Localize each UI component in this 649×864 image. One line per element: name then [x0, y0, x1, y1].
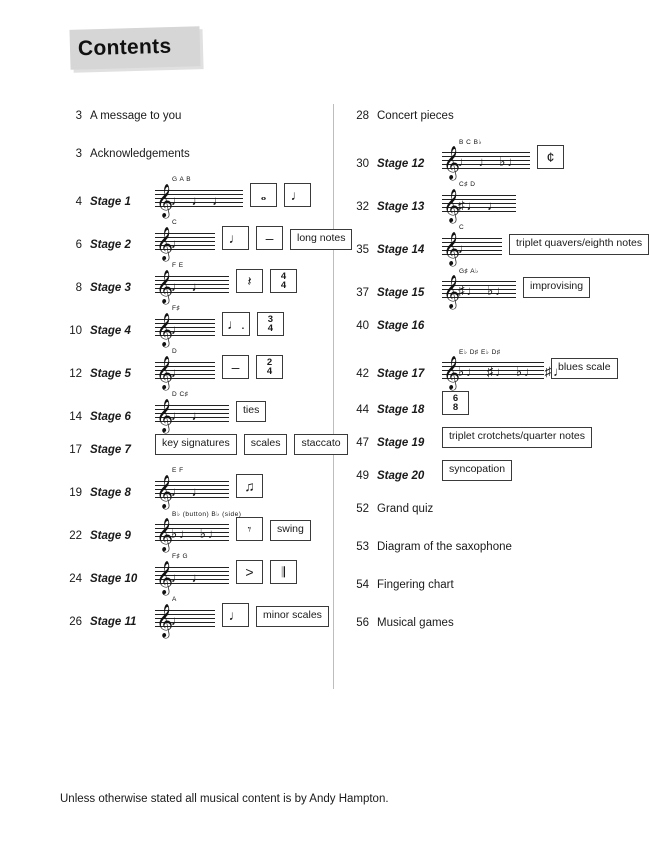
- contents-column-right: [345, 100, 643, 645]
- note-names-label: G♯ A♭: [459, 268, 479, 275]
- contents-entry[interactable]: [345, 348, 635, 389]
- entry-page-number: 40: [356, 320, 369, 332]
- music-stave-snippet: [442, 224, 502, 265]
- entry-label[interactable]: Stage 20: [377, 470, 425, 482]
- entry-label[interactable]: Stage 7: [90, 444, 131, 456]
- note-names-label: G A B: [172, 176, 192, 183]
- music-symbol-box: 3 4: [257, 312, 284, 336]
- entry-page-number: 6: [75, 239, 82, 251]
- page-title: Contents: [77, 34, 172, 61]
- contents-entry[interactable]: [58, 510, 348, 551]
- topic-tag: improvising: [523, 277, 590, 298]
- topic-tag: syncopation: [442, 460, 512, 481]
- stave-notes: ♩ ♩: [171, 408, 207, 423]
- music-stave-snippet: [155, 510, 242, 551]
- entry-page-number: 22: [69, 530, 82, 542]
- stave-notes: ♩ ♩: [171, 570, 207, 585]
- entry-body: [90, 467, 263, 508]
- entry-body: [90, 391, 266, 432]
- treble-clef-icon: 𝄞: [156, 314, 174, 346]
- entry-label[interactable]: Musical games: [377, 617, 454, 629]
- stave-notes: ♩: [171, 322, 186, 337]
- stave-notes: ♩: [171, 613, 186, 628]
- entry-body: [90, 553, 297, 594]
- topic-tag: swing: [270, 520, 311, 541]
- entry-body: [377, 224, 649, 265]
- note-names-label: D C♯: [172, 391, 189, 398]
- entry-label[interactable]: Stage 5: [90, 368, 131, 380]
- entry-label[interactable]: Stage 3: [90, 282, 131, 294]
- stave-notes: ♯♩ ♭♩: [458, 283, 511, 298]
- music-symbol-box: ♩: [222, 603, 249, 627]
- music-stave-snippet: [155, 176, 243, 217]
- treble-clef-icon: 𝄞: [443, 233, 461, 265]
- contents-column-left: [58, 100, 348, 639]
- treble-clef-icon: 𝄞: [156, 271, 174, 303]
- entry-page-number: 42: [356, 368, 369, 380]
- entry-label[interactable]: Stage 1: [90, 196, 131, 208]
- entry-label[interactable]: Acknowledgements: [90, 148, 190, 160]
- entry-label[interactable]: Stage 12: [377, 158, 425, 170]
- treble-clef-icon: 𝄞: [156, 519, 174, 551]
- music-stave-snippet: [155, 391, 229, 432]
- note-names-label: E♭ D♯ E♭ D♯: [459, 349, 501, 356]
- entry-label[interactable]: Stage 8: [90, 487, 131, 499]
- topic-tag: triplet crotchets/quarter notes: [442, 427, 592, 448]
- entry-page-number: 44: [356, 404, 369, 416]
- music-symbol-box: ¢: [537, 145, 564, 169]
- note-names-label: E F: [172, 467, 184, 474]
- entry-page-number: 26: [69, 616, 82, 628]
- entry-label[interactable]: A message to you: [90, 110, 182, 122]
- topic-tag: scales: [244, 434, 288, 455]
- entry-body: [377, 110, 454, 122]
- stave-notes: ♩ ♩: [171, 279, 207, 294]
- entry-page-number: 14: [69, 411, 82, 423]
- music-symbol-box: 2 4: [256, 355, 283, 379]
- entry-label[interactable]: Diagram of the saxophone: [377, 541, 512, 553]
- contents-entry[interactable]: [58, 138, 348, 160]
- entry-page-number: 4: [75, 196, 82, 208]
- entry-page-number: 30: [356, 158, 369, 170]
- contents-entry[interactable]: [58, 391, 348, 432]
- entry-page-number: 3: [75, 110, 82, 122]
- entry-page-number: 19: [69, 487, 82, 499]
- music-symbol-box: 𝄂: [270, 560, 297, 584]
- stave-notes: ♩: [171, 365, 186, 380]
- topic-tag: key signatures: [155, 434, 237, 455]
- topic-tag: triplet quavers/eighth notes: [509, 234, 649, 255]
- entry-body: [90, 510, 311, 551]
- entry-label[interactable]: Stage 18: [377, 404, 425, 416]
- contents-entry[interactable]: [58, 348, 348, 389]
- music-symbol-box: 𝅝: [250, 183, 277, 207]
- entry-body: [377, 617, 454, 629]
- contents-entry[interactable]: [345, 267, 635, 308]
- contents-entry[interactable]: [58, 467, 348, 508]
- note-names-label: C♯ D: [459, 181, 476, 188]
- treble-clef-icon: 𝄞: [443, 357, 461, 389]
- treble-clef-icon: 𝄞: [156, 228, 174, 260]
- contents-entry[interactable]: [345, 569, 635, 591]
- contents-entry[interactable]: [58, 219, 348, 260]
- topic-tag: staccato: [294, 434, 347, 455]
- treble-clef-icon: 𝄞: [156, 400, 174, 432]
- music-symbol-box: –: [222, 355, 249, 379]
- contents-entry[interactable]: [345, 391, 635, 416]
- entry-body: [377, 267, 590, 308]
- topic-tag: minor scales: [256, 606, 329, 627]
- entry-body: [90, 434, 348, 456]
- stave-notes: ♭♩ ♭♩: [171, 526, 223, 541]
- note-names-label: A: [172, 596, 177, 603]
- entry-page-number: 12: [69, 368, 82, 380]
- entry-body: [377, 348, 618, 389]
- contents-entry[interactable]: [345, 310, 635, 332]
- music-stave-snippet: [155, 467, 229, 508]
- contents-entry[interactable]: [345, 493, 635, 515]
- music-stave-snippet: [155, 219, 215, 260]
- entry-label[interactable]: Fingering chart: [377, 579, 454, 591]
- entry-body: [377, 320, 435, 332]
- music-symbol-box: ♩: [222, 226, 249, 250]
- entry-label[interactable]: Stage 16: [377, 320, 425, 332]
- note-names-label: F♯ G: [172, 553, 189, 560]
- note-names-label: C: [459, 224, 465, 231]
- entry-page-number: 47: [356, 437, 369, 449]
- entry-page-number: 10: [69, 325, 82, 337]
- contents-entry[interactable]: [345, 531, 635, 553]
- music-symbol-box: ♩.: [222, 312, 250, 336]
- treble-clef-icon: 𝄞: [156, 357, 174, 389]
- footer-note: Unless otherwise stated all musical content is by Andy Hampton.: [60, 793, 389, 805]
- contents-entry[interactable]: [345, 224, 643, 265]
- note-names-label: B C B♭: [459, 139, 483, 146]
- stave-notes: ♩: [171, 236, 186, 251]
- music-symbol-box: 6 8: [442, 391, 469, 415]
- entry-body: [377, 181, 516, 222]
- note-names-label: F E: [172, 262, 184, 269]
- entry-body: [90, 348, 283, 389]
- contents-entry[interactable]: [345, 607, 635, 629]
- entry-body: [90, 305, 284, 346]
- entry-body: [377, 503, 433, 515]
- music-symbol-box: ♫: [236, 474, 263, 498]
- entry-label[interactable]: Stage 11: [90, 616, 137, 628]
- entry-body: [90, 176, 311, 217]
- stave-notes: ♩ ♩: [171, 484, 207, 499]
- treble-clef-icon: 𝄞: [443, 190, 461, 222]
- stave-notes: ♩ ♩ ♩: [171, 193, 228, 208]
- entry-body: [90, 110, 181, 122]
- treble-clef-icon: 𝄞: [443, 147, 461, 179]
- music-symbol-box: 𝄾: [236, 517, 263, 541]
- entry-body: [90, 262, 297, 303]
- music-stave-snippet: [155, 262, 229, 303]
- topic-tag: ties: [236, 401, 266, 422]
- music-stave-snippet: [155, 348, 215, 389]
- entry-label[interactable]: Stage 4: [90, 325, 131, 337]
- music-stave-snippet: [442, 138, 530, 179]
- music-symbol-box: >: [236, 560, 263, 584]
- stave-notes: ♩ ♩ ♭♩: [458, 154, 523, 169]
- entry-label[interactable]: Stage 15: [377, 287, 425, 299]
- note-names-label: B♭ (button) B♭ (side): [172, 511, 242, 518]
- contents-entry[interactable]: [58, 100, 348, 122]
- entry-page-number: 17: [69, 444, 82, 456]
- contents-entry[interactable]: [345, 427, 635, 449]
- entry-body: [377, 460, 512, 482]
- contents-entry[interactable]: [345, 460, 635, 482]
- entry-page-number: 49: [356, 470, 369, 482]
- entry-label[interactable]: Stage 19: [377, 437, 425, 449]
- entry-body: [377, 541, 512, 553]
- entry-page-number: 8: [75, 282, 82, 294]
- music-symbol-box: –: [256, 226, 283, 250]
- music-symbol-box: ♩: [284, 183, 311, 207]
- entry-page-number: 53: [356, 541, 369, 553]
- music-stave-snippet: [442, 181, 516, 222]
- treble-clef-icon: 𝄞: [156, 185, 174, 217]
- treble-clef-icon: 𝄞: [156, 562, 174, 594]
- entry-page-number: 32: [356, 201, 369, 213]
- music-symbol-box: 𝄽: [236, 269, 263, 293]
- entry-label[interactable]: Concert pieces: [377, 110, 454, 122]
- contents-entry[interactable]: [58, 262, 348, 303]
- entry-label[interactable]: Stage 9: [90, 530, 131, 542]
- topic-tag: long notes: [290, 229, 352, 250]
- treble-clef-icon: 𝄞: [156, 476, 174, 508]
- note-names-label: F♯: [172, 305, 181, 312]
- entry-page-number: 54: [356, 579, 369, 591]
- music-stave-snippet: [442, 348, 569, 389]
- treble-clef-icon: 𝄞: [443, 276, 461, 308]
- note-names-label: D: [172, 348, 178, 355]
- entry-label[interactable]: Stage 10: [90, 573, 138, 585]
- music-stave-snippet: [155, 596, 215, 637]
- contents-entry[interactable]: [58, 434, 348, 456]
- entry-label[interactable]: Stage 6: [90, 411, 131, 423]
- entry-page-number: 56: [356, 617, 369, 629]
- entry-label[interactable]: Stage 17: [377, 368, 425, 380]
- entry-body: [90, 596, 329, 637]
- entry-body: [90, 148, 190, 160]
- topic-tag: blues scale: [551, 358, 618, 379]
- music-stave-snippet: [442, 267, 516, 308]
- contents-entry[interactable]: [58, 176, 348, 217]
- contents-entry[interactable]: [58, 305, 348, 346]
- contents-entry[interactable]: [345, 100, 635, 122]
- entry-page-number: 37: [356, 287, 369, 299]
- music-stave-snippet: [155, 553, 229, 594]
- entry-page-number: 24: [69, 573, 82, 585]
- entry-page-number: 35: [356, 244, 369, 256]
- entry-label[interactable]: Stage 2: [90, 239, 131, 251]
- entry-body: [377, 391, 469, 416]
- stave-notes: ♯♩ ♩: [458, 198, 503, 213]
- stave-notes: ♩: [458, 241, 473, 256]
- entry-page-number: 28: [356, 110, 369, 122]
- entry-label[interactable]: Stage 13: [377, 201, 425, 213]
- entry-body: [90, 219, 352, 260]
- entry-page-number: 52: [356, 503, 369, 515]
- contents-entry[interactable]: [58, 596, 348, 637]
- entry-label[interactable]: Grand quiz: [377, 503, 434, 515]
- entry-body: [377, 138, 564, 179]
- entry-page-number: 3: [75, 148, 82, 160]
- music-stave-snippet: [155, 305, 215, 346]
- entry-body: [377, 579, 454, 591]
- note-names-label: C: [172, 219, 178, 226]
- music-symbol-box: 4 4: [270, 269, 297, 293]
- entry-label[interactable]: Stage 14: [377, 244, 425, 256]
- entry-body: [377, 427, 592, 449]
- treble-clef-icon: 𝄞: [156, 605, 174, 637]
- contents-entry[interactable]: [345, 138, 635, 179]
- contents-entry[interactable]: [58, 553, 348, 594]
- contents-entry[interactable]: [345, 181, 635, 222]
- stave-notes: ♭♩ ♯♩ ♭♩ ♯♩: [458, 364, 569, 379]
